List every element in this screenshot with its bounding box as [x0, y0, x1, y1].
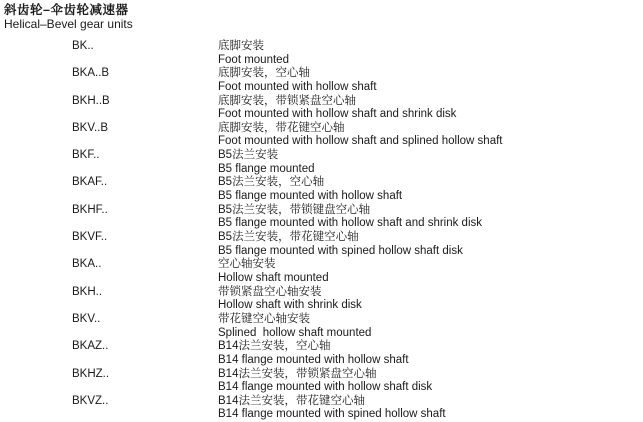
- description-english: B5 flange mounted with hollow shaft and shrink disk: [218, 217, 483, 230]
- table-row: [0, 122, 643, 149]
- designation-description: [218, 231, 643, 258]
- description-english: Hollow shaft mounted: [218, 271, 329, 284]
- description-chinese: B5法兰安装，带花键空心轴: [218, 231, 359, 244]
- description-english: Foot mounted with hollow shaft and shrink disk: [218, 108, 457, 121]
- description-chinese: 空心轴安装: [218, 258, 276, 271]
- designation-code: BKA..: [72, 258, 102, 271]
- table-row: [0, 340, 643, 367]
- table-row: [0, 258, 643, 285]
- designation-code: BK..: [72, 40, 94, 52]
- table-row: [0, 395, 643, 422]
- description-chinese: B5法兰安装，空心轴: [218, 176, 325, 189]
- table-row: [0, 204, 643, 231]
- description-chinese: 底脚安装，空心轴: [218, 67, 310, 80]
- designation-code: BKH..: [72, 285, 103, 298]
- table-row: [0, 149, 643, 176]
- designation-code: BKV..B: [72, 121, 109, 134]
- description-english: B5 flange mounted with hollow shaft: [218, 190, 403, 203]
- table-row: [0, 368, 643, 395]
- description-chinese: 底脚安装，带花键空心轴: [218, 121, 345, 134]
- description-chinese: B14法兰安装，空心轴: [218, 340, 331, 353]
- description-chinese: 带锁紧盘空心轴安装: [218, 285, 322, 298]
- description-english: B14 flange mounted with hollow shaft: [218, 353, 409, 366]
- description-english: B5 flange mounted with spined hollow shaft disk: [218, 244, 463, 257]
- table-row: [0, 176, 643, 203]
- description-english: B5 flange mounted: [218, 162, 315, 175]
- designation-code: BKAZ..: [72, 340, 109, 353]
- designation-code: BKVF..: [72, 231, 108, 244]
- description-chinese: B5法兰安装，带锁键盘空心轴: [218, 203, 371, 216]
- designation-description: [218, 67, 643, 94]
- designation-code: BKH..B: [72, 94, 110, 107]
- designation-code: BKF..: [72, 149, 100, 162]
- designation-description: [218, 40, 643, 67]
- table-row: [0, 286, 643, 313]
- description-chinese: B14法兰安装，带花键空心轴: [218, 394, 365, 407]
- table-row: [0, 67, 643, 94]
- designation-description: [218, 340, 643, 367]
- designation-table: [0, 40, 643, 422]
- designation-description: [218, 122, 643, 149]
- designation-code: BKV..: [72, 312, 101, 325]
- description-english: Foot mounted: [218, 53, 289, 66]
- designation-description: [218, 313, 643, 340]
- description-english: Foot mounted with hollow shaft and splined hollow shaft: [218, 135, 503, 148]
- description-english: B14 flange mounted with spined hollow shaft: [218, 408, 446, 421]
- page-title-en: Helical–Bevel gear units: [4, 17, 133, 31]
- description-chinese: B14法兰安装，带锁紧盘空心轴: [218, 367, 377, 380]
- page-title-zh: 斜齿轮–伞齿轮减速器: [4, 3, 129, 17]
- description-english: Splined hollow shaft mounted: [218, 326, 372, 339]
- designation-description: [218, 95, 643, 122]
- description-english: B14 flange mounted with hollow shaft disk: [218, 381, 433, 394]
- description-chinese: 底脚安装，带锁紧盘空心轴: [218, 94, 356, 107]
- table-row: [0, 231, 643, 258]
- description-chinese: 带花键空心轴安装: [218, 312, 310, 325]
- designation-code: BKA..B: [72, 67, 110, 80]
- description-english: Foot mounted with hollow shaft: [218, 80, 377, 93]
- designation-code: BKHF..: [72, 203, 108, 216]
- page-header: [0, 0, 643, 31]
- designation-description: [218, 286, 643, 313]
- designation-code: BKAF..: [72, 176, 108, 189]
- table-row: [0, 313, 643, 340]
- description-english: Hollow shaft with shrink disk: [218, 299, 362, 312]
- designation-code: BKVZ..: [72, 394, 109, 407]
- designation-description: [218, 149, 643, 176]
- description-chinese: 底脚安装: [218, 40, 264, 52]
- designation-description: [218, 204, 643, 231]
- designation-description: [218, 368, 643, 395]
- designation-description: [218, 395, 643, 422]
- table-row: [0, 40, 643, 67]
- description-chinese: B5法兰安装: [218, 149, 279, 162]
- designation-code: BKHZ..: [72, 367, 110, 380]
- designation-description: [218, 258, 643, 285]
- table-row: [0, 95, 643, 122]
- designation-description: [218, 176, 643, 203]
